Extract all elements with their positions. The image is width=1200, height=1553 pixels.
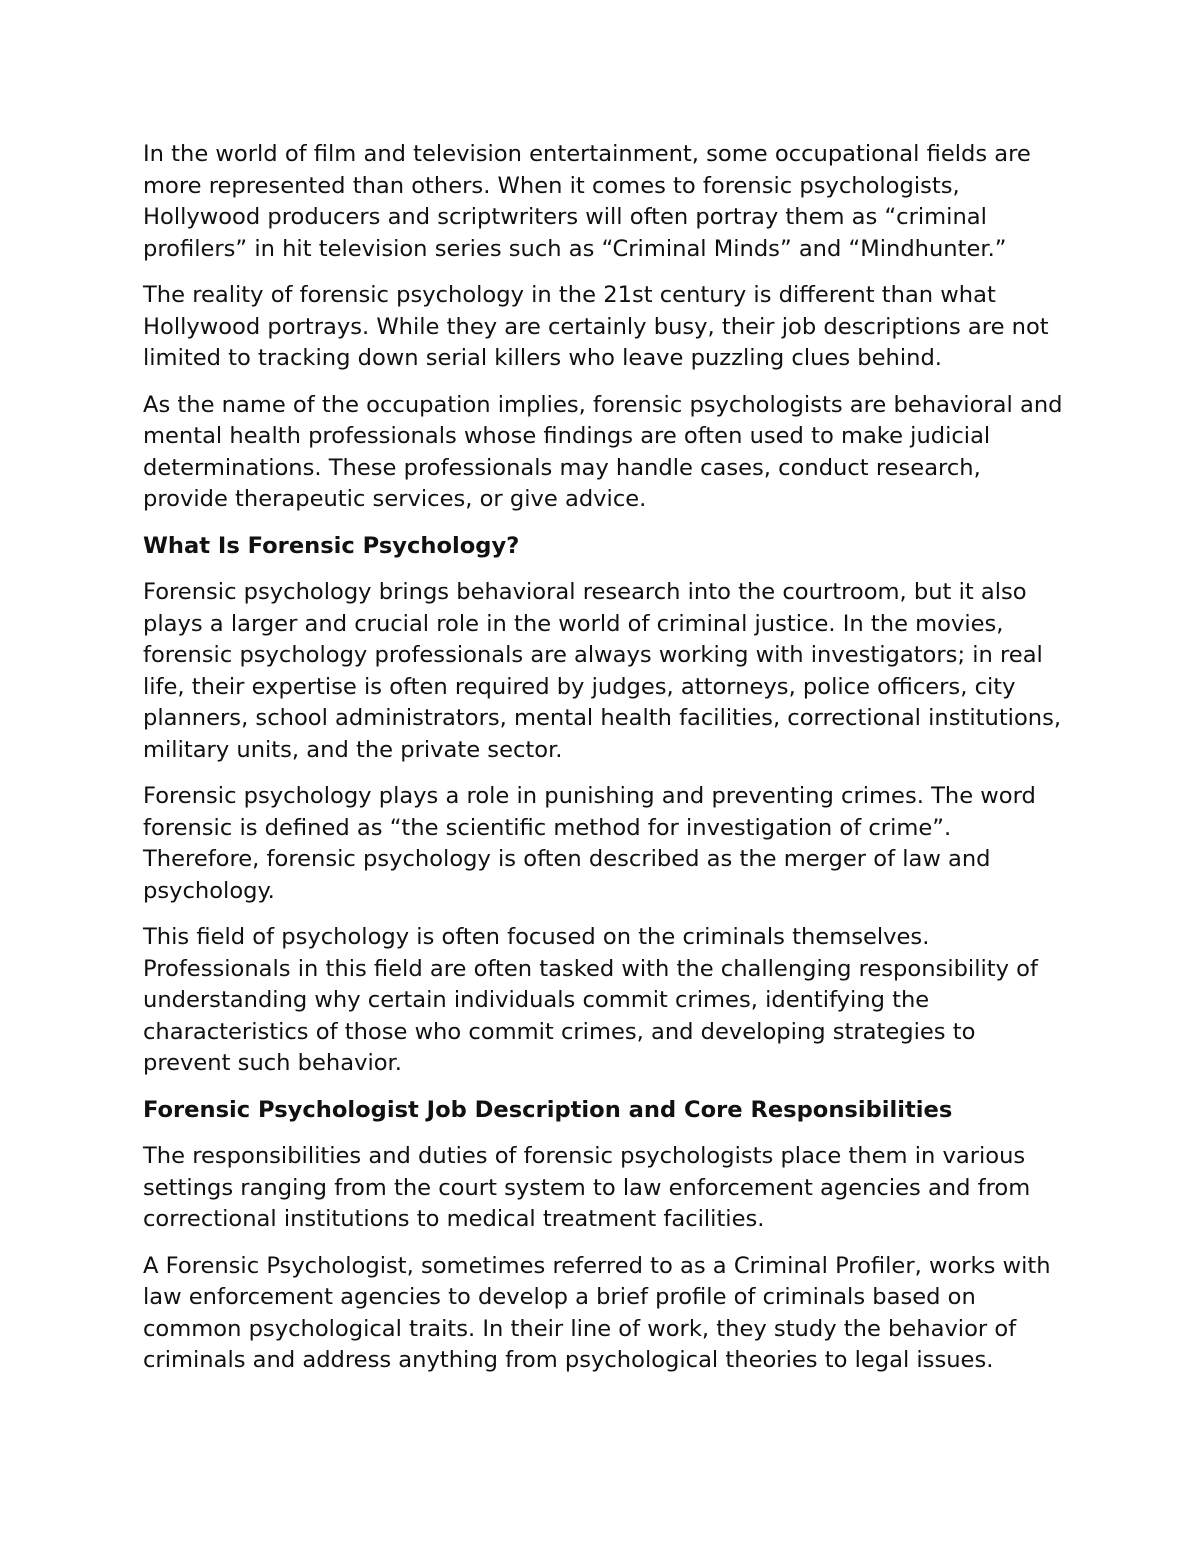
document-page <box>143 139 1068 1392</box>
intro-paragraph-1: In the world of film and television entertainment, some occupational fields are more represented than others. When it comes to forensic psychologists, Hollywood producers and scriptwriters will often portray them as “criminal profilers” in hit television series such as “Criminal Minds” and “Mindhunter.” <box>143 141 1031 262</box>
heading-what-is-forensic-psychology: What Is Forensic Psychology? <box>143 532 520 559</box>
job-paragraph-2: A Forensic Psychologist, sometimes referred to as a Criminal Profiler, works with law enforcement agencies to develop a brief profile of criminals based on common psychological traits. In their line of work, they study the behavior of criminals and address anything from psychological theories to legal issues. <box>143 1252 1051 1373</box>
what-is-paragraph-3: This field of psychology is often focused on the criminals themselves. Professionals in this field are often tasked with the challenging responsibility of understanding why certain individuals commit crimes, identifying the characteristics of those who commit crimes, and developing strategies to prevent such behavior. <box>143 924 1038 1076</box>
intro-paragraph-2: The reality of forensic psychology in the 21st century is different than what Hollywood portrays. While they are certainly busy, their job descriptions are not limited to tracking down serial killers who leave puzzling clues behind. <box>143 282 1049 371</box>
intro-paragraph-3: As the name of the occupation implies, forensic psychologists are behavioral and mental health professionals whose findings are often used to make judicial determinations. These professionals may handle cases, conduct research, provide therapeutic services, or give advice. <box>143 391 1063 512</box>
what-is-paragraph-2: Forensic psychology plays a role in punishing and preventing crimes. The word forensic is defined as “the scientific method for investigation of crime”. Therefore, forensic psychology is often described as the merger of law and psychology. <box>143 783 1036 904</box>
job-paragraph-1: The responsibilities and duties of forensic psychologists place them in various settings ranging from the court system to law enforcement agencies and from correctional institutions to medical treatment facilities. <box>143 1143 1031 1232</box>
what-is-paragraph-1: Forensic psychology brings behavioral research into the courtroom, but it also plays a larger and crucial role in the world of criminal justice. In the movies, forensic psychology professionals are always working with investigators; in real life, their expertise is often required by judges, attorneys, police officers, city planners, school administrators, mental health facilities, correctional institutions, military units, and the private sector. <box>143 579 1062 763</box>
heading-job-description: Forensic Psychologist Job Description and Core Responsibilities <box>143 1096 953 1123</box>
